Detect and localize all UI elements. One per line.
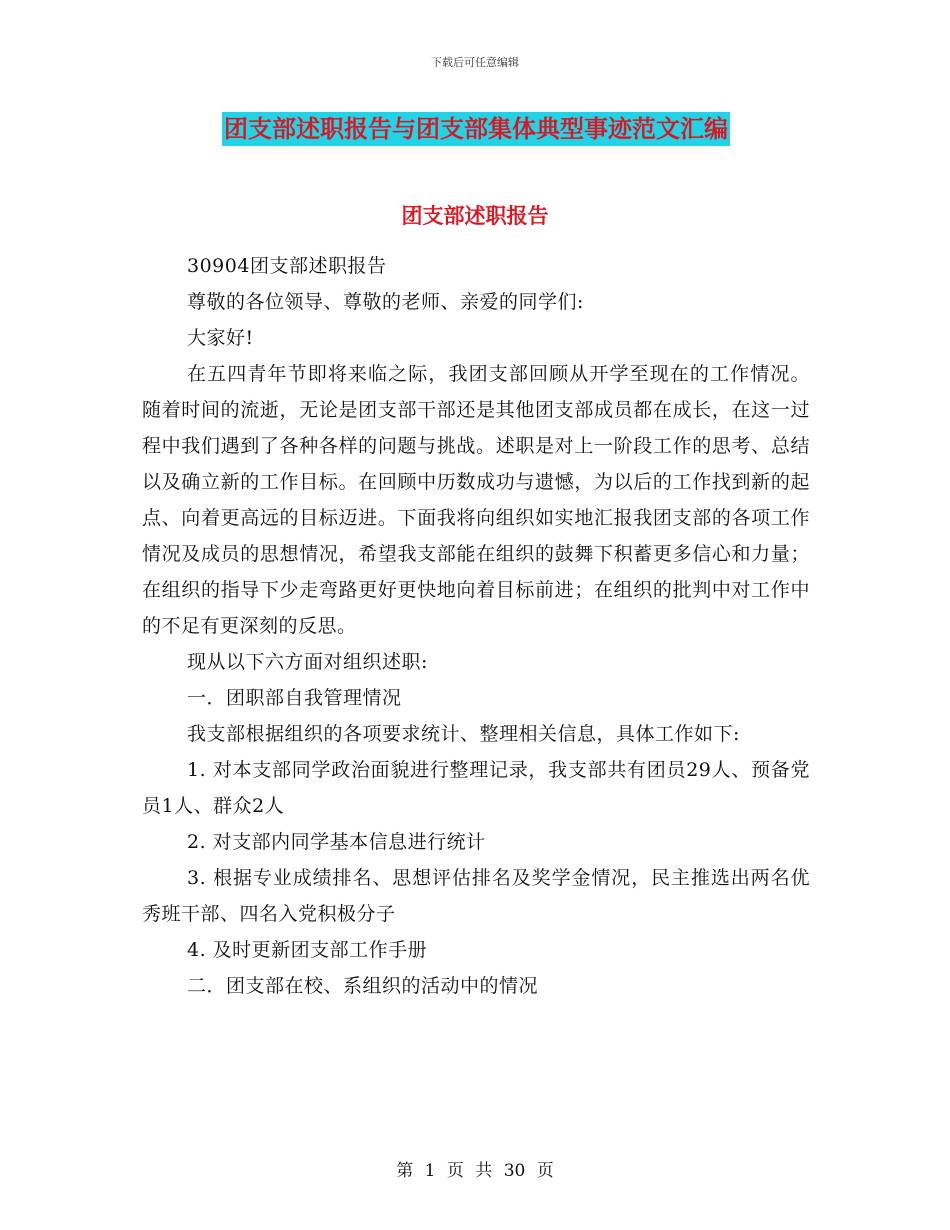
header-note: 下载后可任意编辑: [431, 56, 519, 69]
paragraph: 一．团职部自我管理情况: [187, 687, 402, 709]
paragraph: 现从以下六方面对组织述职:: [187, 651, 428, 673]
paragraph: 我支部根据组织的各项要求统计、整理相关信息，具体工作如下:: [187, 723, 740, 745]
paragraph: 4. 及时更新团支部工作手册: [187, 939, 428, 961]
paragraph: 尊敬的各位领导、尊敬的老师、亲爱的同学们:: [187, 291, 584, 313]
paragraph: 3. 根据专业成绩排名、思想评估排名及奖学金情况，民主推选出两名优秀班干部、四名入党积极分子: [142, 867, 810, 925]
page-number: 第 1 页 共 30 页: [396, 1161, 554, 1181]
paragraph: 2. 对支部内同学基本信息进行统计: [187, 831, 486, 853]
paragraph: 大家好!: [187, 327, 254, 349]
paragraph: 30904团支部述职报告: [187, 255, 387, 277]
document-body: [142, 248, 810, 1004]
paragraph: 二．团支部在校、系组织的活动中的情况: [187, 975, 539, 997]
document-title: 团支部述职报告与团支部集体典型事迹范文汇编: [222, 112, 730, 146]
paragraph: 1. 对本支部同学政治面貌进行整理记录，我支部共有团员29人、预备党员1人、群众2人: [142, 759, 810, 817]
section-title: 团支部述职报告: [401, 204, 549, 228]
paragraph: 在五四青年节即将来临之际，我团支部回顾从开学至现在的工作情况。随着时间的流逝，无论是团支部干部还是其他团支部成员都在成长，在这一过程中我们遇到了各种各样的问题与挑战。述职是对上一阶段工作的思考、总结以及确立新的工作目标。在回顾中历数成功与遗憾，为以后的工作找到新的起点、向着更高远的目标迈进。下面我将向组织如实地汇报我团支部的各项工作情况及成员的思想情况，希望我支部能在组织的鼓舞下积蓄更多信心和力量；在组织的指导下少走弯路更好更快地向着目标前进；在组织的批判中对工作中的不足有更深刻的反思。: [142, 363, 810, 637]
